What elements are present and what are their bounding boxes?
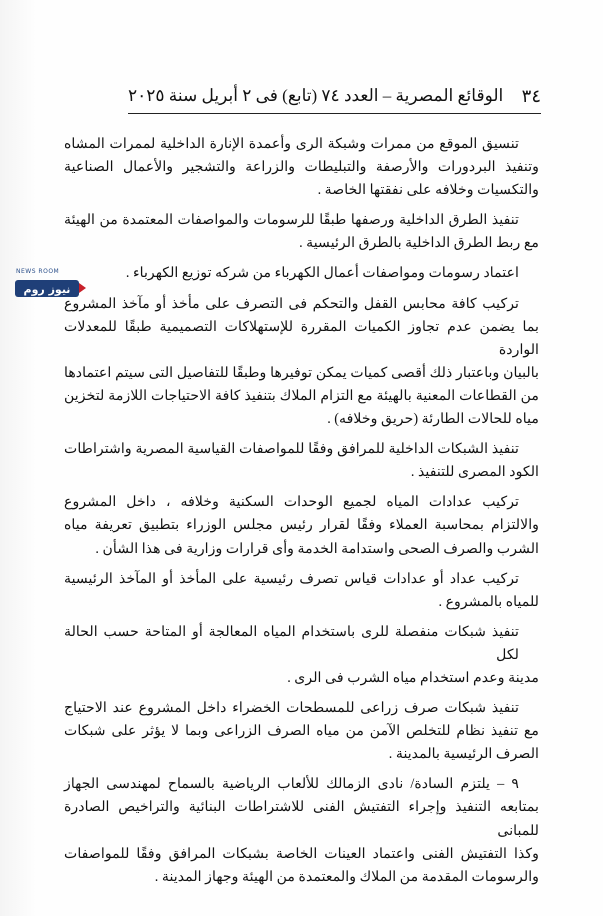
text-line: بمتابعه التنفيذ وإجراء التفتيش الفنى للاشتراطات البنائية والتراخيص الصادرة للمبانى (64, 799, 539, 839)
page-header (128, 80, 541, 114)
gazette-title: الوقائع المصرية – العدد ٧٤ (تابع) فى ٢ أبريل سنة ٢٠٢٥ (128, 86, 504, 105)
text-line: وكذا التفتيش الفنى واعتماد العينات الخاصة بشبكات المرافق وفقًا للمواصفات (64, 845, 539, 862)
text-line: والرسومات المقدمة من الملاك والمعتمدة من الهيئة وجهاز المدينة . (154, 868, 539, 885)
text-line: بالبيان وباعتبار ذلك أقصى كميات يمكن توفيرها وطبقًا للتفاصيل التى سيتم اعتمادها (64, 364, 539, 381)
text-line: من القطاعات المعنية بالهيئة مع التزام الملاك بتنفيذ كافة الاحتياجات اللازمة لتخزين (64, 387, 539, 404)
text-line: تركيب كافة محابس القفل والتحكم فى التصرف على مأخذ أو مآخذ المشروع (64, 295, 519, 312)
text-line: والالتزام بمحاسبة العملاء وفقًا لقرار رئيس مجلس الوزراء بتطبيق تعريفة مياه (64, 517, 539, 534)
text-line: الكود المصرى للتنفيذ . (410, 464, 539, 481)
paragraph (64, 293, 539, 432)
text-line: للمياه بالمشروع . (438, 593, 539, 610)
text-line: مدينة وعدم استخدام مياه الشرب فى الرى . (287, 669, 539, 686)
paragraph (64, 621, 539, 690)
paragraph (64, 438, 539, 484)
paragraph (64, 133, 539, 202)
text-line: تركيب عداد أو عدادات قياس تصرف رئيسية على المأخذ أو المآخذ الرئيسية (64, 570, 519, 587)
watermark-small-label: NEWS ROOM (16, 268, 60, 275)
paragraph (64, 209, 539, 255)
text-line: بما يضمن عدم تجاوز الكميات المقررة للإستهلاكات التصميمية طبقًا للمعدلات الواردة (64, 318, 539, 358)
watermark-main-label: نيوز روم (23, 283, 71, 296)
paragraph (64, 697, 539, 766)
text-line: تركيب عدادات المياه لجميع الوحدات السكنية وخلافه ، داخل المشروع (64, 494, 519, 511)
page-number: ٣٤ (521, 86, 541, 106)
text-line: الشرب والصرف الصحى واستدامة الخدمة وأى قرارات وزارية فى هذا الشأن . (95, 540, 539, 557)
text-line: ٩ – يلتزم السادة/ نادى الزمالك للألعاب الرياضية بالسماح لمهندسى الجهاز (64, 776, 519, 793)
paragraph (64, 773, 539, 888)
text-line: وتنفيذ البردورات والأرصفة والتبليطات والزراعة والتشجير والأعمال الصناعية (64, 159, 539, 176)
paragraph (64, 568, 539, 614)
header-divider (128, 113, 541, 114)
text-line: تنسيق الموقع من ممرات وشبكة الرى وأعمدة الإنارة الداخلية لممرات المشاه (64, 136, 519, 152)
text-line: تنفيذ الطرق الداخلية ورصفها طبقًا للرسومات والمواصفات المعتمدة من الهيئة (64, 212, 519, 229)
paragraph (64, 262, 539, 285)
text-line: والتكسيات وخلافه على نفقتها الخاصة . (317, 182, 539, 199)
text-line: تنفيذ الشبكات الداخلية للمرافق وفقًا للمواصفات القياسية المصرية واشتراطات (64, 441, 519, 458)
text-line: الصرف الرئيسية بالمدينة . (388, 746, 539, 763)
text-line: مع ربط الطرق الداخلية بالطرق الرئيسية . (299, 235, 539, 252)
text-line: مياه للحالات الطارئة (حريق وخلافه) . (327, 411, 539, 428)
text-line: مع تنفيذ نظام للتخلص الآمن من مياه الصرف الزراعى وبما لا يؤثر على شبكات (64, 723, 539, 740)
text-line: تنفيذ شبكات منفصلة للرى باستخدام المياه المعالجة أو المتاحة حسب الحالة لكل (64, 623, 519, 663)
text-line: اعتماد رسومات ومواصفات أعمال الكهرباء من شركه توزيع الكهرباء . (125, 265, 519, 282)
text-line: تنفيذ شبكات صرف زراعى للمسطحات الخضراء داخل المشروع عند الاحتياج (64, 700, 519, 717)
paragraph (64, 491, 539, 560)
document-body (64, 133, 539, 889)
